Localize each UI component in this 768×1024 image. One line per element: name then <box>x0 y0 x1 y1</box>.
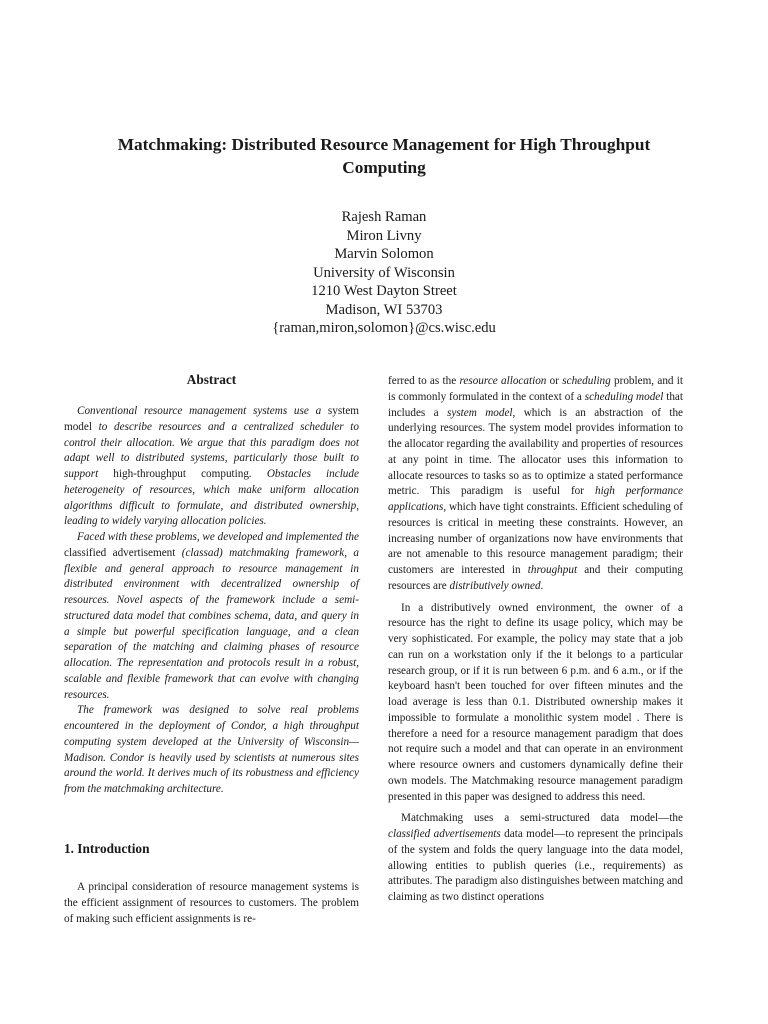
author-block <box>134 208 634 338</box>
body-paragraph <box>388 374 683 595</box>
text-run: resource allocation <box>459 375 547 387</box>
text-run: and their computing resources are <box>388 564 683 592</box>
text-run: scheduling model <box>584 390 664 403</box>
address-street: 1210 West Dayton Street <box>311 283 457 299</box>
text-run: . <box>540 579 544 592</box>
text-run: . Obstacles include heterogeneity of resources, which make uniform allocation algorithms difficult to formulate, and distributed ownership, leading to widely varying allocation policies. <box>64 468 359 528</box>
affiliation: University of Wisconsin <box>313 264 455 281</box>
text-run: , which is an abstraction of the underlying resources. The system model provides information to the allocator regarding the availability and properties of resources at any point in time. The allocator uses this information to allocate resources to tasks so as to optimize a stated performance metric. This paradigm is useful for <box>388 406 684 498</box>
text-run: system model <box>447 406 513 419</box>
text-run: ferred to as the <box>388 375 460 387</box>
text-run: The framework was designed to solve real problems encountered in the deployment of Condor, a high throughput computing system developed at the University of Wisconsin—Madison. Condor is heavily used by scientists at numerous sites around the world. It derives much of its robustness and efficiency from the matchmaking architecture. <box>64 704 359 795</box>
body-paragraph: A principal consideration of resource management systems is the efficient assignment of resources to customers. The problem of making such efficient assignments is re- <box>64 881 359 925</box>
author-emails: {raman,miron,solomon}@cs.wisc.edu <box>272 320 496 336</box>
text-run: classified advertisements <box>388 828 501 840</box>
text-run: classified advertisement <box>64 546 176 559</box>
address-city: Madison, WI 53703 <box>325 301 443 318</box>
text-run: scheduling <box>562 375 611 387</box>
right-column <box>388 374 683 906</box>
text-run: to describe resources and a centralized scheduler to control their allocation. We argue that this paradigm does not adapt well to distributed systems, particularly those built to support <box>64 420 359 480</box>
abstract-paragraph <box>64 404 359 530</box>
text-run: Faced with these problems, we developed and implemented the <box>77 531 359 543</box>
title-line-1: Matchmaking: Distributed Resource Management for High Throughput <box>117 135 651 154</box>
section-heading: 1. Introduction <box>64 841 150 856</box>
text-run: or <box>546 375 563 387</box>
text-run: Conventional resource management systems use a <box>77 405 328 417</box>
text-run: that includes a <box>388 390 683 419</box>
text-run: (classad) matchmaking framework, a flexible and general approach to resource management in distributed environment with decentralized ownership of resources. Novel aspects of the framework include a semi-structured data model that combines schema, data, and query in a simple but powerful specification language, and a clean separation of the matching and claiming phases of resource allocation. The representation and protocols result in a robust, scalable and flexible framework that can evolve with changing resources. <box>64 546 360 701</box>
text-run: distributively owned <box>449 579 541 592</box>
author-name: Marvin Solomon <box>334 246 434 262</box>
text-run: throughput <box>527 564 578 576</box>
left-column <box>64 371 359 798</box>
abstract-heading: Abstract <box>186 372 237 387</box>
author-name: Rajesh Raman <box>341 209 427 225</box>
body-paragraph <box>388 811 683 906</box>
paper-title <box>64 133 704 179</box>
text-run: , which have tight constraints. Efficient scheduling of resources is critical in meeting these constraints. However, an increasing number of organizations now have environments that are not amenable to this resource management paradigm; their customers are interested in <box>388 501 683 576</box>
body-paragraph: In a distributively owned environment, the owner of a resource has the right to define its usage policy, which may be very sophisticated. For example, the policy may state that a job can run on a workstation only if the it belongs to a particular research group, or if it is run between 6 p.m. and 6 a.m., or if the keyboard hasn't been touched for over fifteen minutes and the load average is less than 0.1. Distributed ownership makes it impossible to formulate a monolithic system model . There is therefore a need for a resource management paradigm that does not require such a model and that can operate in an environment where resource owners and customers dynamically define their own models. The Matchmaking resource management paradigm presented in this paper was designed to address this need. <box>388 601 683 803</box>
text-run: problem, and it is commonly formulated in the context of a <box>388 375 683 403</box>
text-run: high performance applications <box>388 485 683 513</box>
author-name: Miron Livny <box>346 227 422 244</box>
abstract-paragraph <box>64 703 359 798</box>
text-run: system model <box>64 405 359 433</box>
text-run: high-throughput computing <box>113 468 249 480</box>
abstract-paragraph <box>64 530 359 703</box>
title-line-2: Computing <box>342 158 426 177</box>
introduction-section <box>64 840 359 938</box>
text-run: data model—to represent the principals of the system and folds the query language into the data model, allowing entities to publish queries (i.e., requirements) as attributes. The paradigm also distinguishes between matching and claiming as two distinct operations <box>388 828 683 903</box>
text-run: Matchmaking uses a semi-structured data model—the <box>401 812 683 825</box>
